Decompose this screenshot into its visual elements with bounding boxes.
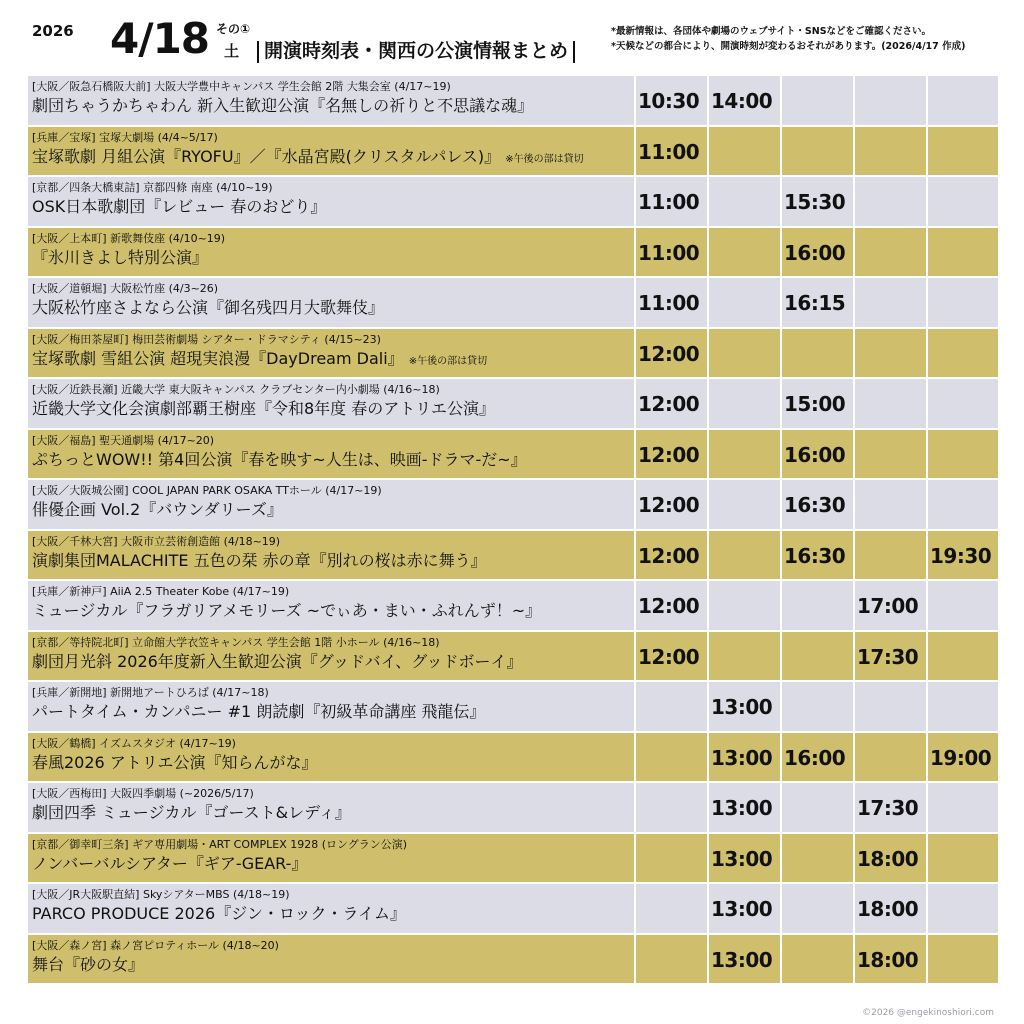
- time-cell: [853, 127, 926, 177]
- time-cell: [853, 480, 926, 530]
- start-time: 13:00: [711, 897, 773, 921]
- time-cell: [926, 834, 998, 884]
- time-cell: [926, 430, 998, 480]
- time-cell: [707, 76, 780, 126]
- time-cell: [634, 733, 707, 783]
- year: 2026: [32, 22, 74, 40]
- start-time: 16:00: [784, 745, 846, 770]
- time-cell: [707, 480, 780, 530]
- header: [0, 0, 1024, 74]
- performance-title-line: [32, 903, 630, 925]
- start-time: 16:15: [784, 291, 846, 315]
- time-cell: [634, 531, 707, 581]
- start-time: 18:00: [857, 947, 919, 972]
- time-cell: [707, 884, 780, 934]
- performance-info: [32, 886, 630, 934]
- performance-title-line: [32, 600, 630, 622]
- time-cell: [634, 228, 707, 278]
- start-time: 13:00: [711, 695, 773, 719]
- venue-text: [京都／御幸町三条] ギア専用劇場・ART COMPLEX 1928 (ロングラン公演): [32, 837, 408, 851]
- time-cell: [707, 127, 780, 177]
- time-cell: [634, 682, 707, 732]
- start-time: 12:00: [638, 644, 700, 669]
- performance-title-line: [32, 146, 630, 171]
- time-cell: [707, 935, 780, 985]
- start-time: 12:00: [638, 493, 700, 517]
- venue-text: [大阪／鶴橋] イズムスタジオ (4/17~19): [32, 736, 236, 750]
- performance-title: 宝塚歌劇 月組公演『RYOFU』／『水晶宮殿(クリスタルパレス)』: [32, 146, 501, 166]
- performance-info: [32, 785, 630, 833]
- start-time: 16:00: [784, 442, 846, 467]
- time-cell: [634, 783, 707, 833]
- time-cell: [853, 379, 926, 429]
- time-cell: [926, 278, 998, 328]
- time-cell: [780, 935, 853, 985]
- time-cell: [707, 329, 780, 379]
- time-cell: [780, 228, 853, 278]
- time-cell: [780, 632, 853, 682]
- time-cell: [780, 379, 853, 429]
- performance-note: ※午後の部は貸切: [505, 153, 584, 165]
- table-row: [28, 783, 998, 834]
- time-cell: [853, 935, 926, 985]
- venue-text: [兵庫／宝塚] 宝塚大劇場 (4/4~5/17): [32, 130, 218, 144]
- time-cell: [780, 480, 853, 530]
- start-time: 15:30: [784, 190, 846, 214]
- time-cell: [780, 682, 853, 732]
- table-row: [28, 329, 998, 380]
- schedule-table: [28, 76, 998, 985]
- time-cell: [707, 379, 780, 429]
- performance-info: [32, 78, 630, 126]
- performance-info: [32, 432, 630, 480]
- time-cell: [926, 177, 998, 227]
- venue-text: [大阪／JR大阪駅直結] SkyシアターMBS (4/18~19): [32, 888, 290, 901]
- divider: [573, 41, 575, 63]
- time-cell: [634, 834, 707, 884]
- table-row: [28, 884, 998, 935]
- start-time: 12:00: [638, 594, 700, 618]
- time-cell: [634, 379, 707, 429]
- time-cell: [853, 682, 926, 732]
- time-cell: [707, 733, 780, 783]
- time-cell: [926, 76, 998, 126]
- start-time: 11:00: [638, 190, 700, 214]
- time-cell: [853, 430, 926, 480]
- performance-title: 劇団月光斜 2026年度新入生歓迎公演『グッドバイ、グッドボーイ』: [32, 651, 523, 671]
- time-cell: [780, 783, 853, 833]
- table-row: [28, 177, 998, 228]
- performance-title: 舞台『砂の女』: [32, 954, 145, 974]
- time-cell: [707, 278, 780, 328]
- start-time: 19:30: [930, 543, 992, 568]
- performance-title-line: [32, 247, 630, 269]
- start-time: 10:30: [638, 89, 700, 113]
- time-cell: [634, 329, 707, 379]
- time-cell: [707, 177, 780, 227]
- time-cell: [707, 228, 780, 278]
- venue-text: [京都／四条大橋東詰] 京都四條 南座 (4/10~19): [32, 181, 273, 194]
- time-cell: [926, 935, 998, 985]
- table-row: [28, 682, 998, 733]
- start-time: 18:00: [857, 846, 919, 871]
- table-row: [28, 76, 998, 127]
- performance-info: [32, 129, 630, 177]
- time-cell: [926, 228, 998, 278]
- start-time: 13:00: [711, 796, 773, 820]
- table-row: [28, 935, 998, 986]
- performance-note: ※午後の部は貸切: [408, 355, 488, 367]
- time-cell: [926, 783, 998, 833]
- time-cell: [634, 480, 707, 530]
- table-row: [28, 127, 998, 178]
- performance-title-line: [32, 398, 630, 420]
- time-cell: [780, 76, 853, 126]
- start-time: 16:30: [784, 493, 846, 517]
- time-cell: [634, 278, 707, 328]
- performance-title: ノンバーバルシアター『ギア-GEAR-』: [32, 853, 308, 873]
- performance-title: 劇団四季 ミュージカル『ゴースト&レディ』: [32, 803, 351, 822]
- part-number: その①: [216, 22, 251, 36]
- time-cell: [780, 531, 853, 581]
- time-cell: [780, 733, 853, 783]
- table-row: [28, 430, 998, 481]
- performance-title-line: [32, 853, 630, 875]
- performance-info: [32, 230, 630, 278]
- time-cell: [926, 531, 998, 581]
- day-of-week: 土: [224, 42, 240, 60]
- note-line: *天候などの都合により、開演時刻が変わるおそれがあります。(2026/4/17 作成): [611, 41, 966, 52]
- performance-title: 近畿大学文化会演劇部覇王樹座『令和8年度 春のアトリエ公演』: [32, 399, 495, 418]
- performance-title: 宝塚歌劇 雪組公演 超現実浪漫『DayDream Dali』: [32, 348, 404, 368]
- time-cell: [853, 531, 926, 581]
- venue-text: [大阪／道頓堀] 大阪松竹座 (4/3~26): [32, 282, 219, 295]
- time-cell: [634, 127, 707, 177]
- time-cell: [926, 581, 998, 631]
- venue-text: [大阪／阪急石橋阪大前] 大阪大学豊中キャンパス 学生会館 2階 大集会室 (4/17~19): [32, 80, 451, 93]
- time-cell: [707, 531, 780, 581]
- venue-text: [大阪／梅田茶屋町] 梅田芸術劇場 シアター・ドラマシティ (4/15~23): [32, 332, 381, 346]
- performance-title: 俳優企画 Vol.2『バウンダリーズ』: [32, 500, 283, 519]
- table-row: [28, 379, 998, 430]
- performance-info: [32, 533, 630, 581]
- start-time: 17:00: [857, 594, 919, 618]
- start-time: 15:00: [784, 392, 846, 416]
- time-cell: [707, 682, 780, 732]
- start-time: 11:00: [638, 291, 700, 315]
- venue-text: [大阪／上本町] 新歌舞伎座 (4/10~19): [32, 231, 226, 245]
- venue-text: [兵庫／新神戸] AiiA 2.5 Theater Kobe (4/17~19): [32, 585, 290, 598]
- performance-info: [32, 634, 630, 682]
- venue-text: [兵庫／新開地] 新開地アートひろば (4/17~18): [32, 686, 269, 699]
- start-time: 12:00: [638, 543, 700, 568]
- performance-title: ぷちっとWOW!! 第4回公演『春を映す~人生は、映画-ドラマ-だ~』: [32, 449, 527, 469]
- venue-text: [大阪／近鉄長瀬] 近畿大学 東大阪キャンパス クラブセンター内小劇場 (4/16~18): [32, 383, 440, 396]
- start-time: 17:30: [857, 796, 919, 820]
- time-cell: [634, 76, 707, 126]
- table-row: [28, 531, 998, 582]
- time-cell: [853, 278, 926, 328]
- start-time: 12:00: [638, 442, 700, 467]
- note-line: *最新情報は、各団体や劇場のウェブサイト・SNSなどをご確認ください。: [611, 26, 932, 37]
- table-row: [28, 480, 998, 531]
- performance-title-line: [32, 701, 630, 723]
- time-cell: [853, 632, 926, 682]
- performance-info: [32, 381, 630, 429]
- performance-info: [32, 684, 630, 732]
- performance-info: [32, 331, 630, 379]
- time-cell: [853, 581, 926, 631]
- table-row: [28, 581, 998, 632]
- performance-info: [32, 836, 630, 884]
- time-cell: [926, 329, 998, 379]
- performance-title: 春風2026 アトリエ公演『知らんがな』: [32, 752, 318, 772]
- copyright: ©2026 @engekinoshiori.com: [862, 1008, 994, 1018]
- date-title: 4/18: [110, 14, 210, 63]
- time-cell: [780, 278, 853, 328]
- performance-title: 『氷川きよし特別公演』: [32, 247, 209, 267]
- performance-info: [32, 735, 630, 783]
- performance-title-line: [32, 550, 630, 572]
- time-cell: [926, 682, 998, 732]
- table-row: [28, 733, 998, 784]
- time-cell: [780, 430, 853, 480]
- start-time: 13:00: [711, 947, 773, 972]
- venue-text: [大阪／西梅田] 大阪四季劇場 (~2026/5/17): [32, 787, 254, 800]
- start-time: 19:00: [930, 745, 992, 770]
- time-cell: [853, 884, 926, 934]
- performance-info: [32, 937, 630, 985]
- start-time: 13:00: [711, 745, 773, 770]
- time-cell: [634, 177, 707, 227]
- time-cell: [707, 430, 780, 480]
- time-cell: [634, 632, 707, 682]
- performance-title: OSK日本歌劇団『レビュー 春のおどり』: [32, 197, 327, 216]
- performance-title: PARCO PRODUCE 2026『ジン・ロック・ライム』: [32, 904, 407, 923]
- performance-title-line: [32, 449, 630, 471]
- page-title: 開演時刻表・関西の公演情報まとめ: [264, 40, 569, 62]
- time-cell: [853, 76, 926, 126]
- performance-title-line: [32, 954, 630, 976]
- time-cell: [926, 127, 998, 177]
- time-cell: [707, 632, 780, 682]
- venue-text: [大阪／森ノ宮] 森ノ宮ピロティホール (4/18~20): [32, 938, 279, 952]
- time-cell: [634, 884, 707, 934]
- time-cell: [853, 733, 926, 783]
- performance-title: 劇団ちゃうかちゃわん 新入生歓迎公演『名無しの祈りと不思議な魂』: [32, 96, 534, 115]
- time-cell: [780, 834, 853, 884]
- divider: [257, 41, 259, 63]
- start-time: 12:00: [638, 392, 700, 416]
- time-cell: [926, 632, 998, 682]
- start-time: 18:00: [857, 897, 919, 921]
- performance-info: [32, 280, 630, 328]
- time-cell: [780, 177, 853, 227]
- time-cell: [853, 834, 926, 884]
- time-cell: [634, 581, 707, 631]
- time-cell: [926, 379, 998, 429]
- performance-title-line: [32, 196, 630, 218]
- time-cell: [634, 430, 707, 480]
- table-row: [28, 834, 998, 885]
- performance-info: [32, 179, 630, 227]
- time-cell: [780, 884, 853, 934]
- time-cell: [926, 480, 998, 530]
- performance-title-line: [32, 95, 630, 117]
- time-cell: [926, 733, 998, 783]
- time-cell: [780, 127, 853, 177]
- time-cell: [780, 581, 853, 631]
- time-cell: [707, 581, 780, 631]
- start-time: 17:30: [857, 644, 919, 669]
- start-time: 16:30: [784, 543, 846, 568]
- performance-title: 演劇集団MALACHITE 五色の栞 赤の章『別れの桜は赤に舞う』: [32, 550, 487, 570]
- performance-title: 大阪松竹座さよなら公演『御名残四月大歌舞伎』: [32, 298, 385, 317]
- time-cell: [926, 884, 998, 934]
- start-time: 16:00: [784, 240, 846, 265]
- start-time: 14:00: [711, 89, 773, 113]
- time-cell: [707, 783, 780, 833]
- notes: [611, 24, 965, 54]
- venue-text: [大阪／福島] 聖天通劇場 (4/17~20): [32, 433, 215, 447]
- performance-info: [32, 482, 630, 530]
- time-cell: [853, 228, 926, 278]
- table-row: [28, 228, 998, 279]
- performance-title-line: [32, 802, 630, 824]
- venue-text: [大阪／千林大宮] 大阪市立芸術創造館 (4/18~19): [32, 534, 281, 548]
- performance-title-line: [32, 348, 630, 373]
- start-time: 13:00: [711, 846, 773, 871]
- table-row: [28, 278, 998, 329]
- venue-text: [大阪／大阪城公園] COOL JAPAN PARK OSAKA TTホール (4/17~19): [32, 484, 382, 497]
- performance-title-line: [32, 651, 630, 673]
- start-time: 12:00: [638, 341, 700, 366]
- performance-title-line: [32, 499, 630, 521]
- start-time: 11:00: [638, 139, 700, 164]
- time-cell: [853, 177, 926, 227]
- performance-title-line: [32, 297, 630, 319]
- time-cell: [853, 783, 926, 833]
- start-time: 11:00: [638, 240, 700, 265]
- table-row: [28, 632, 998, 683]
- time-cell: [634, 935, 707, 985]
- performance-title-line: [32, 752, 630, 774]
- performance-title: ミュージカル『フラガリアメモリーズ ~でぃあ・まい・ふれんず！~』: [32, 601, 542, 620]
- performance-info: [32, 583, 630, 631]
- venue-text: [京都／等持院北町] 立命館大学衣笠キャンパス 学生会館 1階 小ホール (4/16~18): [32, 635, 440, 649]
- performance-title: パートタイム・カンパニー #1 朗読劇『初級革命講座 飛龍伝』: [32, 702, 486, 721]
- time-cell: [780, 329, 853, 379]
- page-title-wrap: [252, 36, 580, 63]
- time-cell: [707, 834, 780, 884]
- time-cell: [853, 329, 926, 379]
